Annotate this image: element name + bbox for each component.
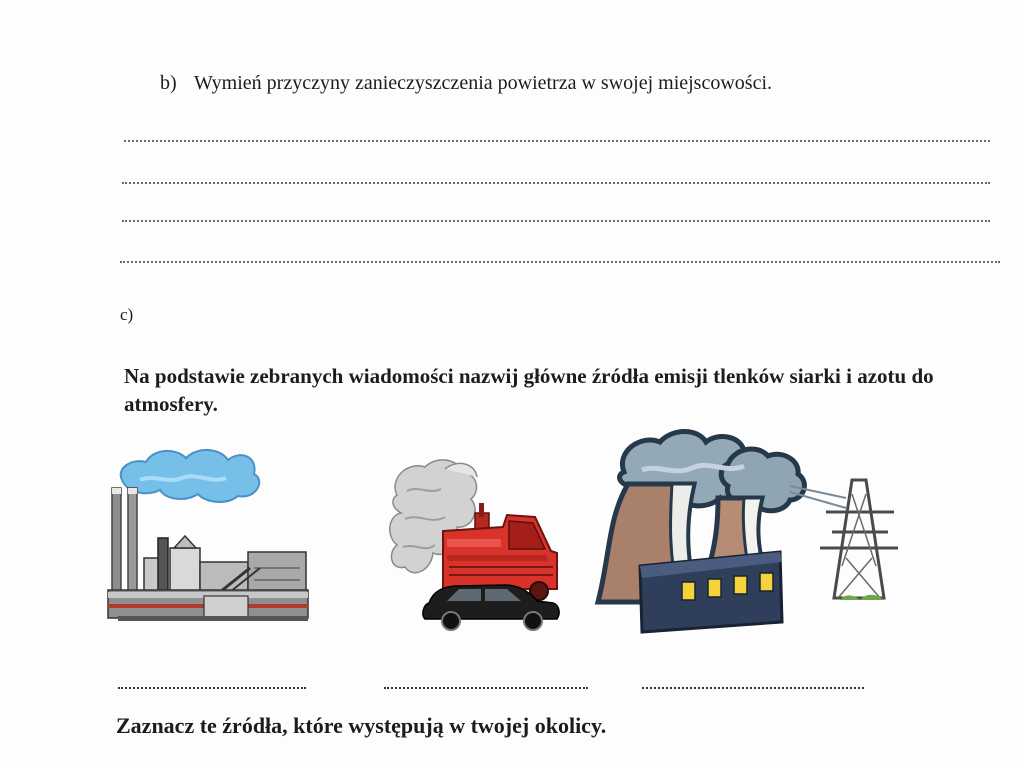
answer-line-b-3[interactable] [122, 220, 990, 222]
factory-icon [104, 440, 314, 625]
answer-line-b-4[interactable] [120, 261, 1000, 263]
answer-line-c-3[interactable] [642, 687, 864, 689]
question-c-text: Na podstawie zebranych wiadomości nazwij główne źródła emisji tlenków siarki i azotu do atmosfery. [124, 364, 934, 416]
final-instruction: Zaznacz te źródła, które występują w twojej okolicy. [116, 713, 607, 738]
answer-line-c-1[interactable] [118, 687, 306, 689]
answer-line-c-2[interactable] [384, 687, 588, 689]
truck-and-car-exhaust-icon [385, 455, 565, 635]
answer-line-b-2[interactable] [122, 182, 990, 184]
answer-line-b-1[interactable] [124, 140, 990, 142]
question-b-text: Wymień przyczyny zanieczyszczenia powietrza w swojej miejscowości. [194, 72, 772, 94]
question-c-label: c) [120, 305, 134, 324]
power-plant-cooling-towers-icon [594, 426, 914, 638]
question-b-label: b) [160, 72, 177, 94]
